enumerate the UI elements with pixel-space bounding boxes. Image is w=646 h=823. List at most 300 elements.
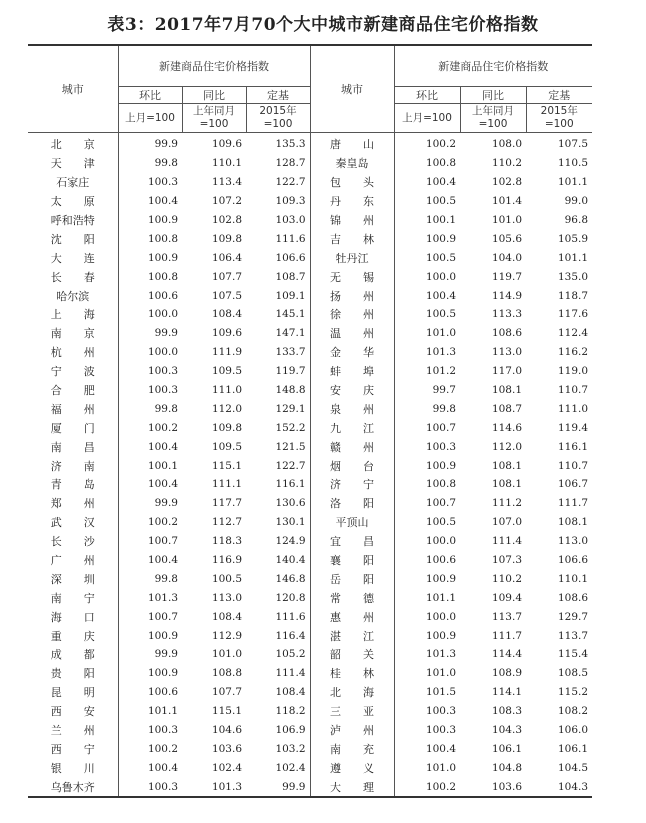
table-row: [28, 664, 592, 683]
table-row: [28, 343, 592, 362]
right-base-cell: 115.4: [557, 648, 589, 661]
table-row: [28, 740, 592, 759]
left-city-cell: 昆 明: [28, 683, 118, 702]
left-city-cell: 哈尔滨: [28, 286, 118, 305]
left-yoy-cell: 104.6: [211, 724, 242, 737]
left-mom-cell: 100.7: [147, 535, 178, 548]
right-city-cell: 徐 州: [310, 305, 394, 324]
table-row: [28, 248, 592, 267]
right-base-cell: 108.6: [557, 591, 589, 604]
right-mom-cell: 100.2: [425, 138, 456, 151]
left-city-cell: 济 南: [28, 456, 118, 475]
right-city-cell: 平顶山: [310, 513, 394, 532]
left-mom-cell: 100.4: [147, 478, 178, 491]
left-mom-cell: 100.3: [118, 777, 182, 797]
table-row: [28, 133, 592, 154]
left-yoy-cell: 112.0: [211, 402, 242, 415]
table-row: [28, 513, 592, 532]
left-yoy-cell: 109.8: [211, 232, 242, 245]
yoy-base-right: 上年同月=100: [460, 104, 526, 133]
right-city-cell: 常 德: [310, 588, 394, 607]
left-city-cell: 贵 阳: [28, 664, 118, 683]
left-yoy-cell: 113.4: [211, 176, 242, 189]
right-mom-cell: 100.9: [425, 572, 456, 585]
table-row: [28, 702, 592, 721]
table-row: [28, 607, 592, 626]
right-yoy-cell: 108.9: [491, 667, 522, 680]
left-city-cell: 天 津: [28, 154, 118, 173]
left-yoy-cell: 102.8: [211, 214, 242, 226]
right-city-cell: 岳 阳: [310, 569, 394, 588]
right-mom-cell: 101.3: [425, 648, 456, 661]
right-city-cell: 包 头: [310, 173, 394, 192]
right-mom-cell: 100.0: [425, 270, 456, 283]
left-base-cell: 130.1: [246, 513, 310, 532]
left-city-cell: 合 肥: [28, 381, 118, 400]
table-row: [28, 569, 592, 588]
right-yoy-cell: 114.9: [491, 289, 522, 302]
right-mom-cell: 99.7: [432, 384, 456, 397]
right-mom-cell: 100.9: [425, 629, 456, 642]
index-group-header-right: 新建商品住宅价格指数: [394, 45, 592, 87]
left-city-cell: 杭 州: [28, 343, 118, 362]
right-base-cell: 110.5: [557, 157, 589, 170]
left-base-cell: 99.9: [246, 777, 310, 797]
mom-header-right: 环比: [394, 87, 460, 104]
table-row: [28, 437, 592, 456]
left-base-cell: 147.1: [246, 324, 310, 343]
table-row: [28, 626, 592, 645]
left-yoy-cell: 109.5: [211, 365, 242, 378]
left-mom-cell: 100.1: [147, 459, 178, 472]
right-yoy-cell: 104.8: [491, 761, 522, 774]
table-row: [28, 777, 592, 797]
right-yoy-cell: 101.0: [491, 214, 522, 226]
left-yoy-cell: 109.8: [211, 421, 242, 434]
right-base-cell: 96.8: [564, 214, 589, 226]
right-city-cell: 湛 江: [310, 626, 394, 645]
right-mom-cell: 100.3: [425, 724, 456, 737]
right-yoy-cell: 104.0: [491, 251, 522, 264]
table-row: [28, 305, 592, 324]
base-base-right: 2015年=100: [526, 104, 592, 133]
right-city-cell: 丹 东: [310, 192, 394, 211]
table-row: [28, 324, 592, 343]
right-base-cell: 107.5: [557, 138, 589, 151]
right-city-cell: 吉 林: [310, 229, 394, 248]
right-base-cell: 119.4: [557, 421, 589, 434]
left-city-cell: 深 圳: [28, 569, 118, 588]
right-mom-cell: 101.0: [425, 667, 456, 680]
left-yoy-cell: 115.1: [211, 459, 242, 472]
left-mom-cell: 100.4: [147, 761, 178, 774]
right-base-cell: 129.7: [557, 610, 589, 623]
left-yoy-cell: 109.5: [211, 440, 242, 453]
right-yoy-cell: 105.6: [491, 232, 522, 245]
left-mom-cell: 100.2: [147, 421, 178, 434]
table-row: [28, 494, 592, 513]
right-mom-cell: 101.0: [425, 327, 456, 340]
right-base-cell: 101.1: [557, 176, 589, 189]
right-yoy-cell: 104.3: [491, 724, 522, 737]
right-yoy-cell: 114.1: [491, 686, 522, 699]
right-yoy-cell: 119.7: [491, 270, 522, 283]
left-mom-cell: 100.3: [147, 724, 178, 737]
right-mom-cell: 100.0: [425, 610, 456, 623]
right-mom-cell: 100.3: [425, 705, 456, 718]
right-base-cell: 113.0: [557, 535, 589, 548]
table-row: [28, 645, 592, 664]
right-base-cell: 119.0: [557, 365, 589, 378]
left-city-cell: 大 连: [28, 248, 118, 267]
right-mom-cell: 100.2: [394, 777, 460, 797]
right-city-cell: 扬 州: [310, 286, 394, 305]
table-row: [28, 267, 592, 286]
right-yoy-cell: 111.7: [491, 629, 522, 642]
left-base-cell: 118.2: [246, 702, 310, 721]
right-mom-cell: 100.7: [425, 421, 456, 434]
left-base-cell: 109.1: [246, 286, 310, 305]
left-mom-cell: 100.8: [147, 270, 178, 283]
table-row: [28, 381, 592, 400]
left-mom-cell: 100.7: [147, 610, 178, 623]
left-mom-cell: 99.9: [154, 327, 178, 340]
left-base-cell: 108.4: [246, 683, 310, 702]
left-yoy-cell: 111.1: [211, 478, 242, 491]
table-title: 表3：2017年7月70个大中城市新建商品住宅价格指数: [107, 15, 539, 35]
right-base-cell: 113.7: [557, 629, 589, 642]
right-mom-cell: 100.8: [425, 478, 456, 491]
right-mom-cell: 99.8: [432, 402, 456, 415]
left-base-cell: 145.1: [246, 305, 310, 324]
left-city-cell: 福 州: [28, 399, 118, 418]
right-mom-cell: 100.6: [425, 554, 456, 567]
right-yoy-cell: 112.0: [491, 440, 522, 453]
right-base-cell: 106.7: [557, 478, 589, 491]
left-yoy-cell: 111.0: [211, 384, 242, 397]
left-mom-cell: 100.9: [147, 214, 178, 226]
table-row: [28, 721, 592, 740]
left-city-cell: 长 沙: [28, 532, 118, 551]
right-base-cell: 110.1: [557, 572, 589, 585]
right-base-cell: 116.2: [557, 346, 589, 359]
right-mom-cell: 100.5: [425, 516, 456, 529]
left-yoy-cell: 109.6: [211, 138, 242, 151]
left-yoy-cell: 107.7: [211, 270, 242, 283]
right-base-cell: 101.1: [557, 251, 589, 264]
city-header-right: 城市: [310, 45, 394, 133]
right-mom-cell: 100.8: [425, 157, 456, 170]
right-city-cell: 遵 义: [310, 758, 394, 777]
left-base-cell: 146.8: [246, 569, 310, 588]
right-city-cell: 蚌 埠: [310, 362, 394, 381]
right-city-cell: 唐 山: [310, 133, 394, 154]
right-mom-cell: 100.5: [425, 308, 456, 321]
left-mom-cell: 100.3: [147, 365, 178, 378]
left-yoy-cell: 109.6: [211, 327, 242, 340]
left-base-cell: 116.1: [246, 475, 310, 494]
left-base-cell: 106.6: [246, 248, 310, 267]
left-city-cell: 上 海: [28, 305, 118, 324]
right-yoy-cell: 114.6: [491, 421, 522, 434]
left-base-cell: 124.9: [246, 532, 310, 551]
left-mom-cell: 100.2: [147, 742, 178, 755]
left-mom-cell: 99.9: [154, 497, 178, 510]
right-mom-cell: 100.4: [425, 176, 456, 189]
table-row: [28, 192, 592, 211]
left-base-cell: 128.7: [246, 154, 310, 173]
right-city-cell: 宜 昌: [310, 532, 394, 551]
right-mom-cell: 100.4: [425, 742, 456, 755]
left-base-cell: 120.8: [246, 588, 310, 607]
left-mom-cell: 101.3: [147, 591, 178, 604]
right-base-cell: 105.9: [557, 232, 589, 245]
left-base-cell: 103.2: [246, 740, 310, 759]
table-row: [28, 758, 592, 777]
left-city-cell: 重 庆: [28, 626, 118, 645]
left-city-cell: 厦 门: [28, 418, 118, 437]
left-city-cell: 武 汉: [28, 513, 118, 532]
right-yoy-cell: 107.0: [491, 516, 522, 529]
right-yoy-cell: 113.3: [491, 308, 522, 321]
left-mom-cell: 100.4: [147, 440, 178, 453]
left-city-cell: 乌鲁木齐: [28, 777, 118, 797]
table-row: [28, 362, 592, 381]
right-mom-cell: 100.0: [425, 535, 456, 548]
price-index-table: [28, 44, 592, 798]
left-city-cell: 沈 阳: [28, 229, 118, 248]
right-base-cell: 110.7: [557, 384, 589, 397]
left-city-cell: 长 春: [28, 267, 118, 286]
left-mom-cell: 100.3: [147, 176, 178, 189]
right-yoy-cell: 106.1: [491, 742, 522, 755]
right-mom-cell: 100.9: [425, 459, 456, 472]
left-yoy-cell: 107.5: [211, 289, 242, 302]
mom-base-right: 上月=100: [394, 104, 460, 133]
right-yoy-cell: 110.2: [491, 157, 522, 170]
left-yoy-cell: 115.1: [211, 705, 242, 718]
right-base-cell: 106.1: [557, 742, 589, 755]
right-yoy-cell: 111.2: [491, 497, 522, 510]
right-base-cell: 108.5: [557, 667, 589, 680]
left-city-cell: 呼和浩特: [28, 211, 118, 230]
table-row: [28, 683, 592, 702]
left-yoy-cell: 100.5: [211, 572, 242, 585]
table-row: [28, 475, 592, 494]
left-base-cell: 129.1: [246, 399, 310, 418]
right-base-cell: 104.3: [526, 777, 592, 797]
left-city-cell: 西 宁: [28, 740, 118, 759]
right-city-cell: 赣 州: [310, 437, 394, 456]
right-base-cell: 110.7: [557, 459, 589, 472]
left-base-cell: 152.2: [246, 418, 310, 437]
left-mom-cell: 100.6: [147, 686, 178, 699]
table-row: [28, 229, 592, 248]
right-yoy-cell: 102.8: [491, 176, 522, 189]
left-city-cell: 郑 州: [28, 494, 118, 513]
right-mom-cell: 101.2: [425, 365, 456, 378]
table-row: [28, 588, 592, 607]
table-row: [28, 418, 592, 437]
left-yoy-cell: 101.3: [182, 777, 246, 797]
right-base-cell: 99.0: [564, 195, 589, 208]
right-mom-cell: 101.5: [425, 686, 456, 699]
table-row: [28, 456, 592, 475]
left-base-cell: 140.4: [246, 551, 310, 570]
left-base-cell: 122.7: [246, 173, 310, 192]
left-city-cell: 宁 波: [28, 362, 118, 381]
left-city-cell: 北 京: [28, 133, 118, 154]
left-base-cell: 106.9: [246, 721, 310, 740]
right-city-cell: 泸 州: [310, 721, 394, 740]
table-row: [28, 173, 592, 192]
left-mom-cell: 99.8: [154, 157, 178, 170]
right-base-cell: 106.0: [557, 724, 589, 737]
left-yoy-cell: 107.2: [211, 195, 242, 208]
right-base-cell: 111.0: [557, 402, 589, 415]
city-header-left: 城市: [28, 45, 118, 133]
left-base-cell: 119.7: [246, 362, 310, 381]
right-base-cell: 111.7: [557, 497, 589, 510]
right-yoy-cell: 103.6: [460, 777, 526, 797]
left-city-cell: 海 口: [28, 607, 118, 626]
left-city-cell: 广 州: [28, 551, 118, 570]
table-row: [28, 532, 592, 551]
right-mom-cell: 100.9: [425, 232, 456, 245]
left-mom-cell: 100.4: [147, 554, 178, 567]
right-mom-cell: 101.0: [425, 761, 456, 774]
right-base-cell: 116.1: [557, 440, 589, 453]
left-yoy-cell: 107.7: [211, 686, 242, 699]
table-row: [28, 399, 592, 418]
left-mom-cell: 100.0: [147, 308, 178, 321]
left-yoy-cell: 108.4: [211, 610, 242, 623]
left-mom-cell: 101.1: [147, 705, 178, 718]
right-city-cell: 牡丹江: [310, 248, 394, 267]
right-city-cell: 锦 州: [310, 211, 394, 230]
mom-base-left: 上月=100: [118, 104, 182, 133]
left-mom-cell: 99.9: [154, 138, 178, 151]
left-base-cell: 135.3: [246, 133, 310, 154]
left-mom-cell: 100.6: [147, 289, 178, 302]
left-yoy-cell: 111.9: [211, 346, 242, 359]
right-mom-cell: 100.4: [425, 289, 456, 302]
table-row: [28, 551, 592, 570]
left-base-cell: 122.7: [246, 456, 310, 475]
yoy-base-left: 上年同月=100: [182, 104, 246, 133]
right-city-cell: 三 亚: [310, 702, 394, 721]
right-yoy-cell: 109.4: [491, 591, 522, 604]
right-mom-cell: 100.5: [425, 195, 456, 208]
right-yoy-cell: 114.4: [491, 648, 522, 661]
left-yoy-cell: 117.7: [211, 497, 242, 510]
left-base-cell: 116.4: [246, 626, 310, 645]
left-city-cell: 西 安: [28, 702, 118, 721]
left-mom-cell: 100.4: [147, 195, 178, 208]
right-city-cell: 大 理: [310, 777, 394, 797]
left-base-cell: 105.2: [246, 645, 310, 664]
right-yoy-cell: 113.0: [491, 346, 522, 359]
right-city-cell: 安 庆: [310, 381, 394, 400]
right-city-cell: 九 江: [310, 418, 394, 437]
right-base-cell: 117.6: [557, 308, 589, 321]
right-base-cell: 108.2: [557, 705, 589, 718]
right-yoy-cell: 113.7: [491, 610, 522, 623]
left-base-cell: 121.5: [246, 437, 310, 456]
left-yoy-cell: 116.9: [211, 554, 242, 567]
left-base-cell: 111.6: [246, 607, 310, 626]
left-base-cell: 111.6: [246, 229, 310, 248]
left-base-cell: 130.6: [246, 494, 310, 513]
left-city-cell: 青 岛: [28, 475, 118, 494]
right-base-cell: 104.5: [557, 761, 589, 774]
left-mom-cell: 100.9: [147, 667, 178, 680]
left-base-cell: 111.4: [246, 664, 310, 683]
right-city-cell: 洛 阳: [310, 494, 394, 513]
left-mom-cell: 100.9: [147, 629, 178, 642]
left-yoy-cell: 103.6: [211, 742, 242, 755]
right-city-cell: 南 充: [310, 740, 394, 759]
right-mom-cell: 100.1: [425, 214, 456, 226]
left-city-cell: 南 京: [28, 324, 118, 343]
left-base-cell: 133.7: [246, 343, 310, 362]
left-mom-cell: 100.3: [147, 384, 178, 397]
right-yoy-cell: 108.1: [491, 384, 522, 397]
right-yoy-cell: 108.0: [491, 138, 522, 151]
left-city-cell: 兰 州: [28, 721, 118, 740]
right-yoy-cell: 101.4: [491, 195, 522, 208]
right-city-cell: 金 华: [310, 343, 394, 362]
yoy-header-left: 同比: [182, 87, 246, 104]
table-row: [28, 154, 592, 173]
base-base-left: 2015年=100: [246, 104, 310, 133]
right-city-cell: 桂 林: [310, 664, 394, 683]
right-city-cell: 温 州: [310, 324, 394, 343]
right-city-cell: 烟 台: [310, 456, 394, 475]
right-mom-cell: 101.3: [425, 346, 456, 359]
right-city-cell: 惠 州: [310, 607, 394, 626]
right-mom-cell: 100.7: [425, 497, 456, 510]
left-yoy-cell: 118.3: [211, 535, 242, 548]
table-row: [28, 211, 592, 230]
right-base-cell: 135.0: [557, 270, 589, 283]
right-yoy-cell: 108.1: [491, 478, 522, 491]
right-mom-cell: 101.1: [425, 591, 456, 604]
yoy-header-right: 同比: [460, 87, 526, 104]
right-city-cell: 北 海: [310, 683, 394, 702]
right-yoy-cell: 108.1: [491, 459, 522, 472]
right-yoy-cell: 117.0: [491, 365, 522, 378]
left-yoy-cell: 112.9: [211, 629, 242, 642]
right-base-cell: 118.7: [557, 289, 589, 302]
right-yoy-cell: 108.3: [491, 705, 522, 718]
left-base-cell: 148.8: [246, 381, 310, 400]
right-base-cell: 106.6: [557, 554, 589, 567]
right-city-cell: 无 锡: [310, 267, 394, 286]
left-mom-cell: 100.2: [147, 516, 178, 529]
left-base-cell: 109.3: [246, 192, 310, 211]
left-yoy-cell: 113.0: [211, 591, 242, 604]
left-yoy-cell: 102.4: [211, 761, 242, 774]
left-mom-cell: 100.9: [147, 251, 178, 264]
left-city-cell: 太 原: [28, 192, 118, 211]
index-group-header-left: 新建商品住宅价格指数: [118, 45, 310, 87]
left-mom-cell: 100.8: [147, 232, 178, 245]
right-city-cell: 济 宁: [310, 475, 394, 494]
base-header-right: 定基: [526, 87, 592, 104]
right-yoy-cell: 111.4: [491, 535, 522, 548]
left-city-cell: 南 宁: [28, 588, 118, 607]
